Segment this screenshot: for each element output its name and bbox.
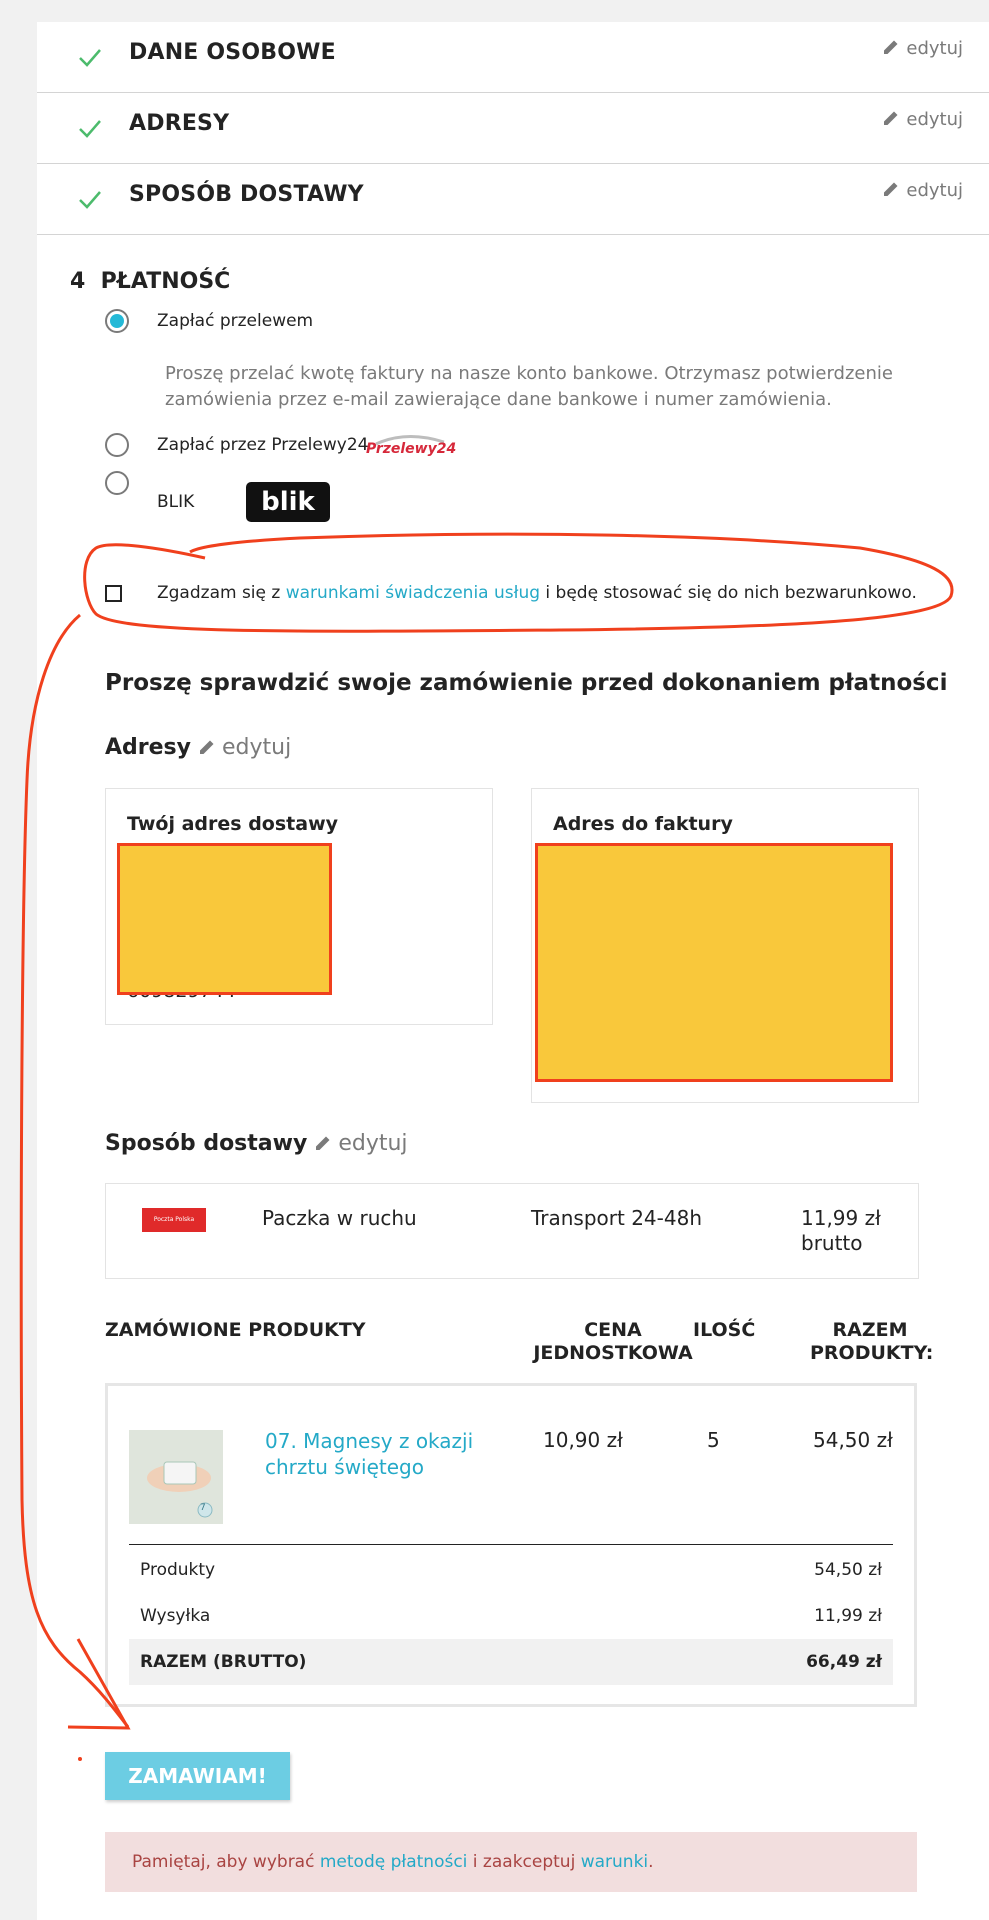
products-header-total: RAZEM PRODUKTY: [810,1319,934,1364]
carrier-name: Paczka w ruchu [262,1206,417,1230]
product-badge: 7 [200,1503,206,1513]
carrier-price: 11,99 zł brutto [801,1206,881,1255]
terms-notice-link[interactable]: warunki [580,1852,649,1872]
poczta-polska-logo: Poczta Polska [142,1208,206,1232]
review-heading: Proszę sprawdzić swoje zamówienie przed dokonaniem płatności [105,670,948,696]
products-header-qty: ILOŚĆ [693,1319,756,1341]
shipping-method-label: Sposób dostawy edytuj [105,1131,408,1156]
product-unit-price: 10,90 zł [543,1428,623,1452]
carrier-delay: Transport 24-48h [531,1206,702,1230]
edit-link[interactable]: edytuj [198,735,291,760]
product-name-link[interactable]: 07. Magnesy z okazji chrztu świętego [265,1429,474,1479]
edit-link[interactable]: edytuj [314,1131,407,1156]
order-button[interactable]: ZAMAWIAM! [105,1752,290,1800]
summary-shipping-value: 11,99 zł [814,1606,882,1626]
terms-text: Zgadzam się z warunkami świadczenia usług i będę stosować się do nich bezwarunkowo. [157,583,917,603]
summary-products-label: Produkty [140,1560,216,1580]
summary-total-label: RAZEM (BRUTTO) [140,1652,307,1672]
invoice-address-title: Adres do faktury [553,813,733,835]
terms-link[interactable]: warunkami świadczenia usług [285,583,541,603]
transfer-description: Proszę przelać kwotę faktury na nasze konto bankowe. Otrzymasz potwierdzenie zamówienia przez e-mail zawierające dane bankowe i numer zamówienia. [165,363,893,410]
step-title: ADRESY [129,111,230,136]
products-header-unit-price: CENA JEDNOSTKOWA [533,1319,693,1364]
payment-notice: Pamiętaj, aby wybrać metodę płatności i zaakceptuj warunki. [105,1832,917,1892]
addresses-label: Adresy edytuj [105,735,292,760]
option-p24-label: Zapłać przez Przelewy24 [157,435,369,455]
summary-products-value: 54,50 zł [814,1560,882,1580]
annotation-arrow-line [21,615,128,1727]
option-blik-label: BLIK [157,492,195,512]
annotation-arrowhead [68,1639,128,1728]
edit-link[interactable]: edytuj [882,180,963,201]
product-qty: 5 [707,1428,720,1452]
step-title: DANE OSOBOWE [129,40,336,65]
annotation-dot [78,1757,82,1761]
product-total: 54,50 zł [813,1428,893,1452]
annotation-ellipse [85,534,952,631]
summary-shipping-label: Wysyłka [140,1606,211,1626]
step-number: 4 [70,269,86,294]
products-header-name: ZAMÓWIONE PRODUKTY [105,1319,366,1341]
przelewy24-logo: Przelewy24 [366,432,446,462]
summary-total-value: 66,49 zł [806,1652,882,1672]
edit-link[interactable]: edytuj [882,38,963,59]
edit-link[interactable]: edytuj [882,109,963,130]
payment-method-link[interactable]: metodę płatności [319,1852,468,1872]
step-title: PŁATNOŚĆ [100,269,231,294]
blik-logo: blik [246,482,330,522]
delivery-address-title: Twój adres dostawy [127,813,339,835]
step-title: SPOSÓB DOSTAWY [129,182,364,207]
option-transfer-label: Zapłać przelewem [157,311,314,331]
